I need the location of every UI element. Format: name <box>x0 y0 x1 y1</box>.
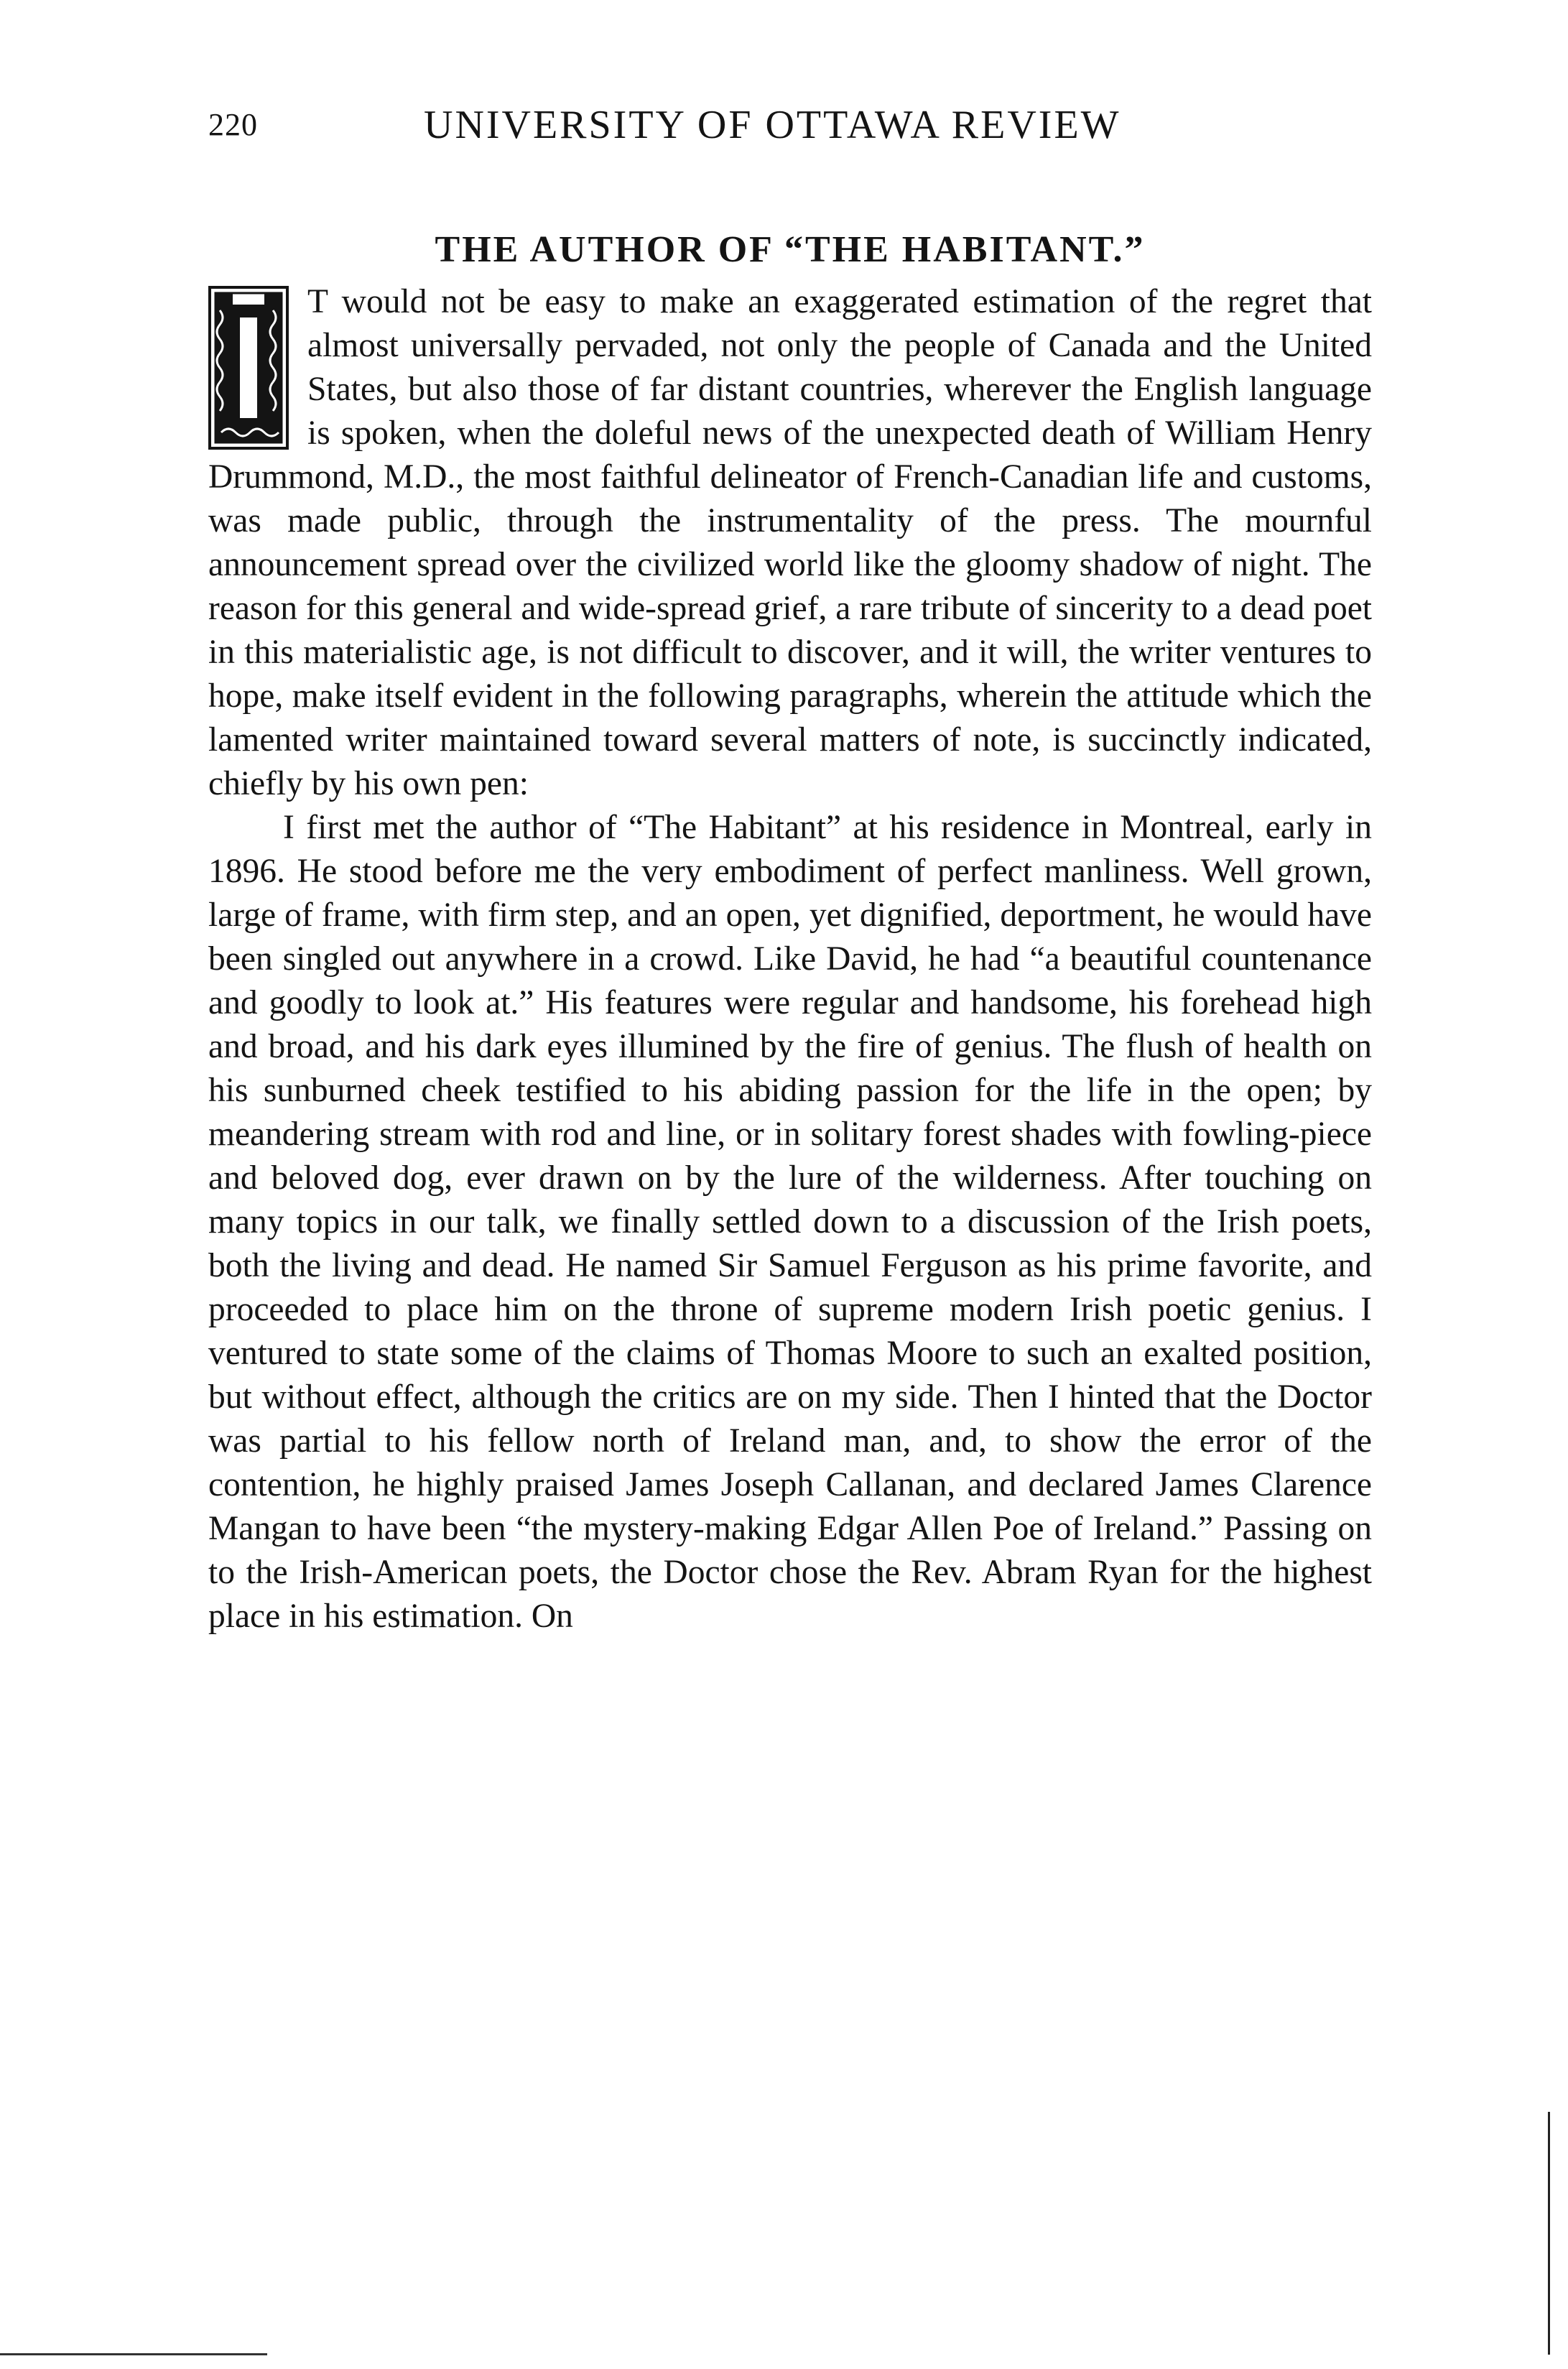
article-body <box>208 280 1372 1638</box>
paragraph-2: I first met the author of “The Habitant” at his residence in Montreal, early in 1896. He stood before me the very embodiment of perfect manliness. Well grown, large of frame, with firm step, and an open, yet dignified, deportment, he would have been singled out anywhere in a crowd. Like David, he had “a beautiful countenance and goodly to look at.” His features were regular and handsome, his forehead high and broad, and his dark eyes illumined by the fire of genius. The flush of health on his sunburned cheek testified to his abiding passion for the life in the open; by meandering stream with rod and line, or in solitary forest shades with fowling-piece and beloved dog, ever drawn on by the lure of the wilderness. After touching on many topics in our talk, we finally settled down to a discussion of the Irish poets, both the living and dead. He named Sir Samuel Ferguson as his prime favorite, and proceeded to place him on the throne of supreme modern Irish poetic genius. I ventured to state some of the claims of Thomas Moore to such an exalted position, but without effect, although the critics are on my side. Then I hinted that the Doctor was partial to his fellow north of Ireland man, and, to show the error of the contention, he highly praised James Joseph Callanan, and declared James Clarence Mangan to have been “the mystery-making Edgar Allen Poe of Ireland.” Passing on to the Irish-American poets, the Doctor chose the Rev. Abram Ryan for the highest place in his estimation. On <box>208 809 1372 1635</box>
running-title: UNIVERSITY OF OTTAWA REVIEW <box>424 103 1121 147</box>
drop-cap-letter <box>211 289 286 447</box>
paragraph-1 <box>208 280 1372 806</box>
page-number: 220 <box>208 107 258 142</box>
first-word: T <box>307 283 328 320</box>
ornamental-drop-cap <box>208 286 289 450</box>
paragraph-1-text: would not be easy to make an exaggerated estimation of the regret that almost universally pervaded, not only the people of Canada and the United States, but also those of far distant countries, wherever the English language is spoken, when the doleful news of the unexpected death of William Henry Drummond, M.D., the most faithful delineator of French-Canadian life and customs, was made public, through the instrumentality of the press. The mournful announcement spread over the civilized world like the gloomy shadow of night. The reason for this general and wide-spread grief, a rare tribute of sincerity to a dead poet in this materialistic age, is not difficult to discover, and it will, the writer ventures to hope, make itself evident in the following paragraphs, wherein the attitude which the lamented writer maintained toward several matters of note, is succinctly indicated, chiefly by his own pen: <box>208 283 1372 802</box>
bottom-edge-rule <box>0 2353 267 2355</box>
article-title: THE AUTHOR OF “THE HABITANT.” <box>435 229 1146 270</box>
page-header <box>208 102 1372 159</box>
right-margin-mark <box>1548 2112 1550 2355</box>
